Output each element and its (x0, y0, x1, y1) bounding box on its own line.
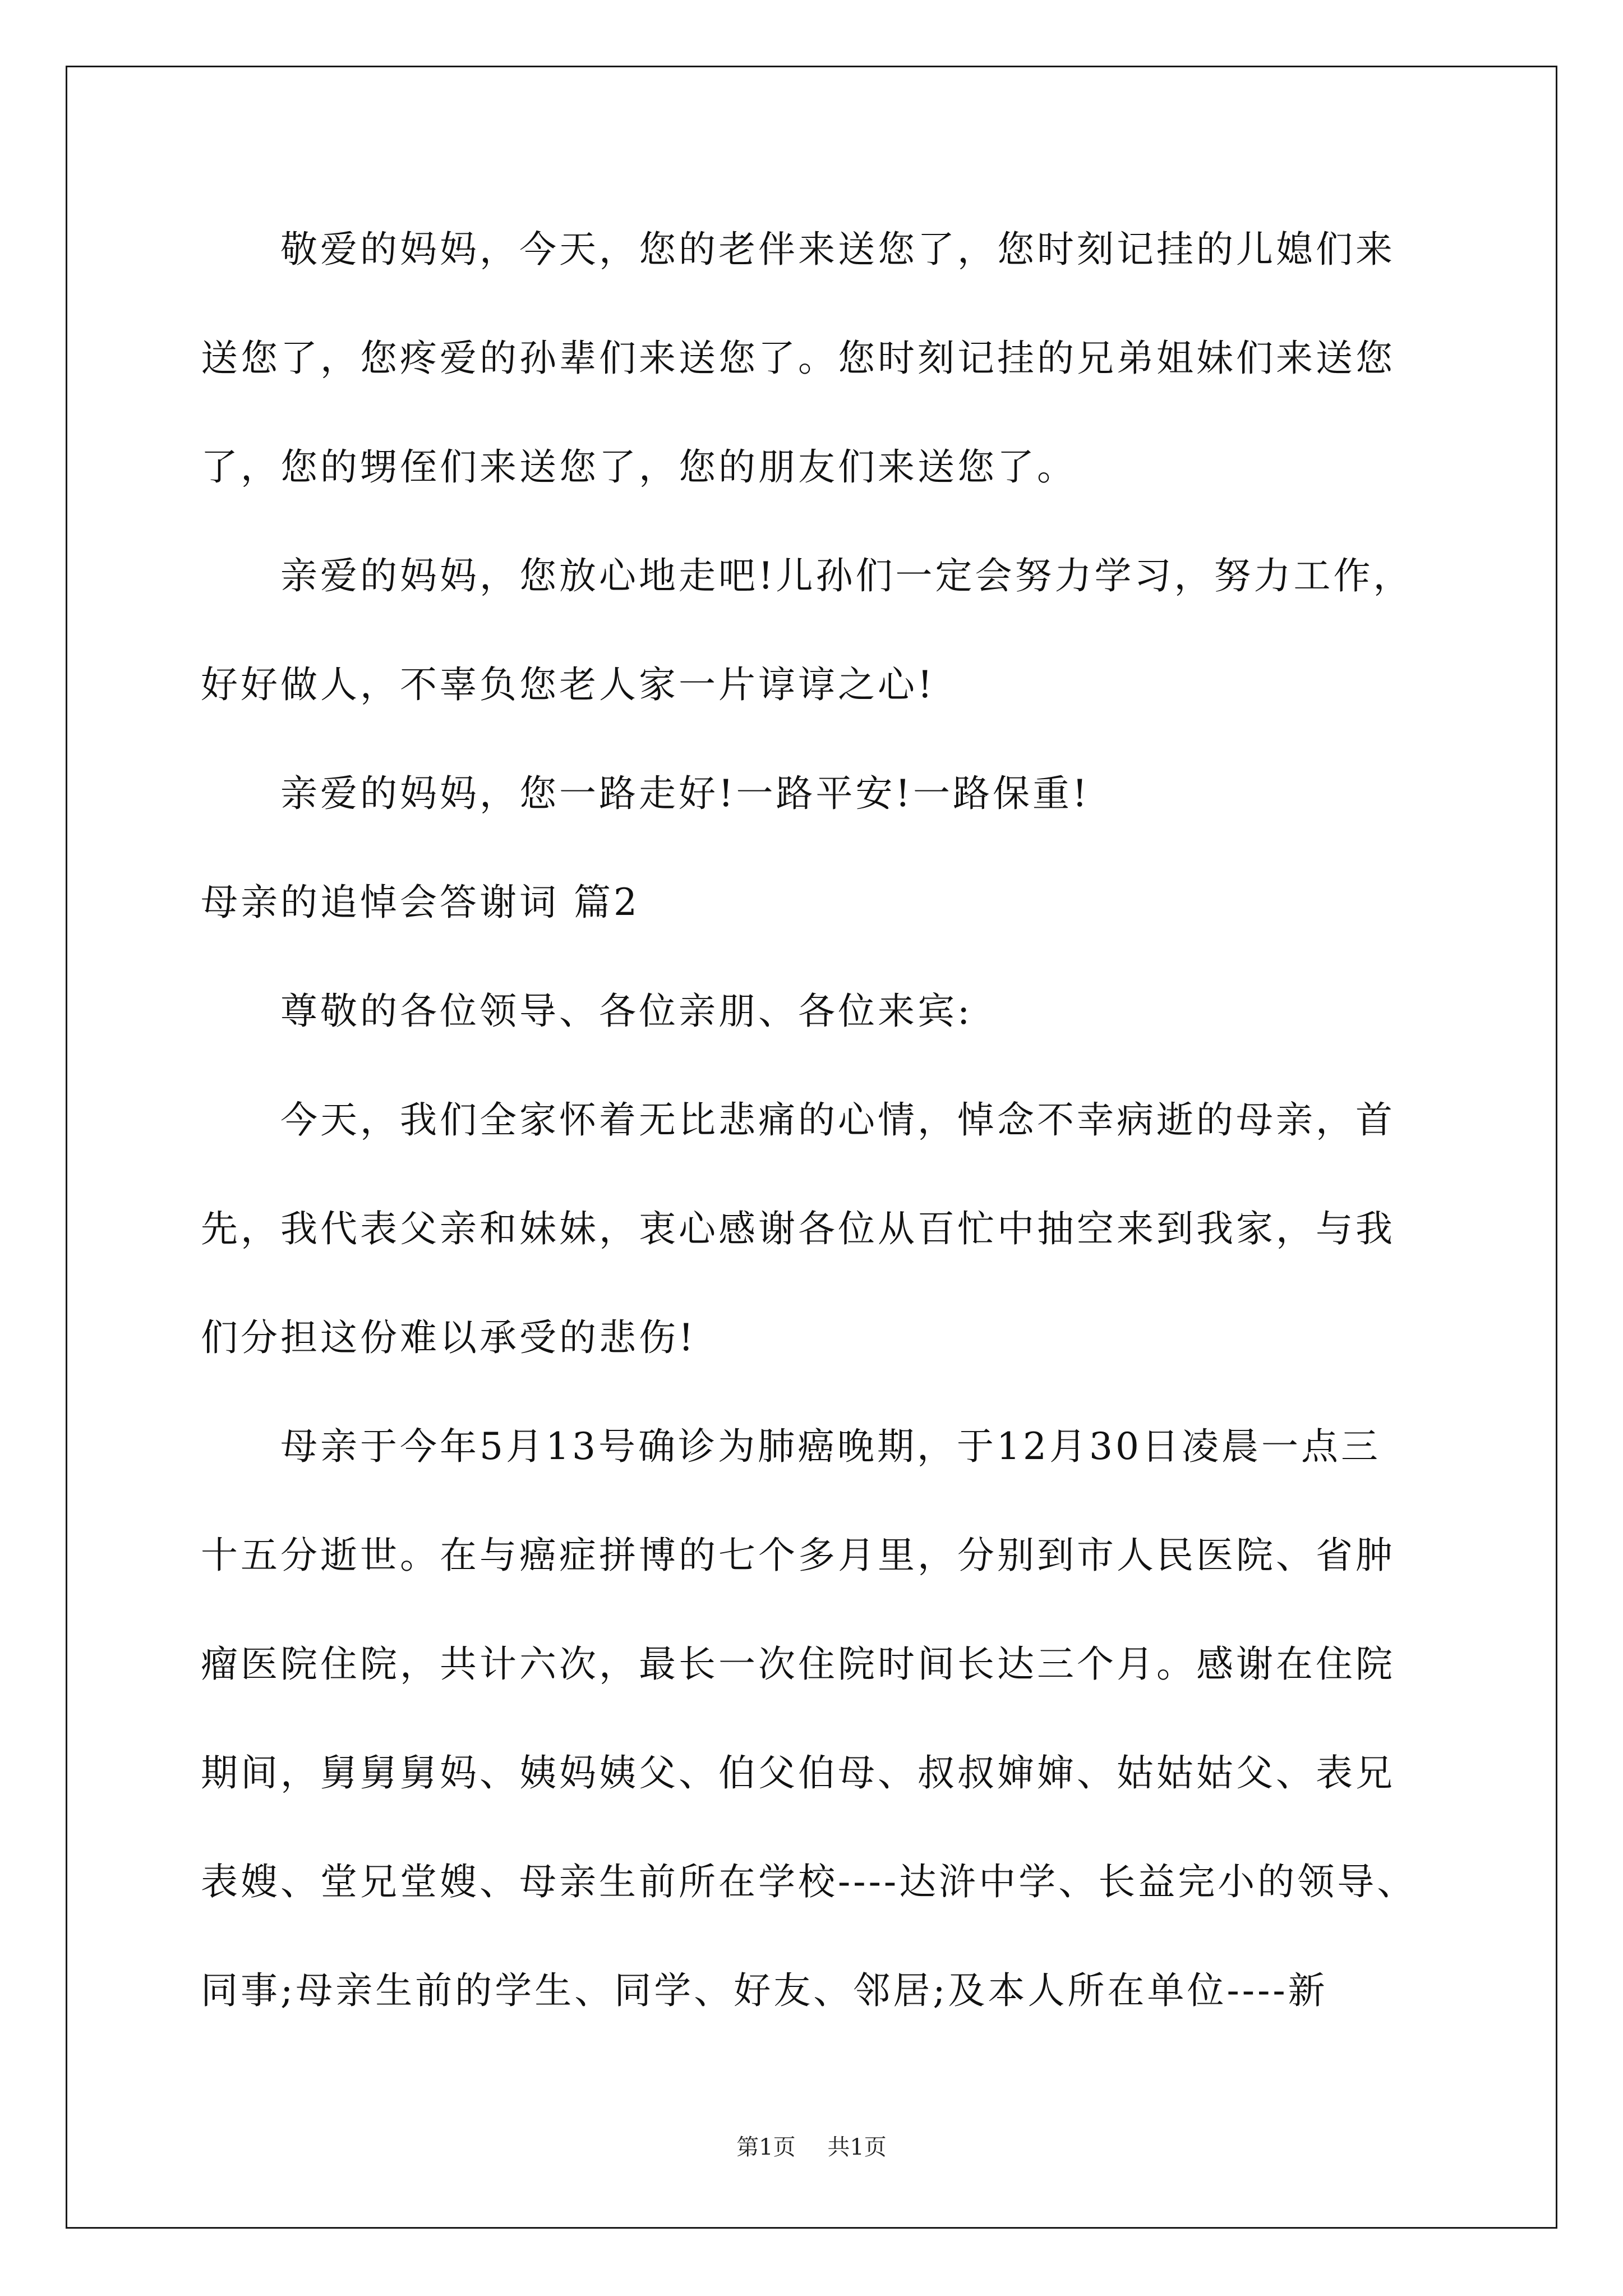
paragraph-4-line-2: 先，我代表父亲和妹妹，衷心感谢各位从百忙中抽空来到我家，与我 (201, 1207, 1395, 1250)
page-footer (0, 2129, 1623, 2161)
paragraph-2-line-2: 好好做人，不辜负您老人家一片谆谆之心! (201, 663, 935, 706)
paragraph-1 (201, 195, 1435, 522)
paragraph-3-line-1: 亲爱的妈妈，您一路走好!一路平安!一路保重! (280, 772, 1090, 815)
salutation-line-1: 尊敬的各位领导、各位亲朋、各位来宾: (280, 990, 973, 1033)
paragraph-5-line-1: 母亲于今年5月13号确诊为肺癌晚期，于12月30日凌晨一点三 (280, 1425, 1381, 1468)
paragraph-5-line-3: 瘤医院住院，共计六次，最长一次住院时间长达三个月。感谢在住院 (201, 1642, 1395, 1686)
page-number-current: 第1页 (736, 2134, 796, 2160)
section-heading-text: 母亲的追悼会答谢词 篇2 (201, 881, 640, 924)
paragraph-2 (201, 522, 1435, 739)
paragraph-5-line-5: 表嫂、堂兄堂嫂、母亲生前所在学校----达浒中学、长益完小的领导、 (201, 1860, 1417, 1903)
paragraph-4-line-1: 今天，我们全家怀着无比悲痛的心情，悼念不幸病逝的母亲，首 (280, 1098, 1395, 1142)
paragraph-4 (201, 1066, 1435, 1392)
paragraph-5-line-4: 期间，舅舅舅妈、姨妈姨父、伯父伯母、叔叔婶婶、姑姑姑父、表兄 (201, 1751, 1395, 1795)
paragraph-5 (201, 1392, 1435, 2045)
paragraph-1-line-2: 送您了，您疼爱的孙辈们来送您了。您时刻记挂的兄弟姐妹们来送您 (201, 337, 1395, 380)
page-number-total: 共1页 (827, 2134, 887, 2160)
paragraph-1-line-3: 了，您的甥侄们来送您了，您的朋友们来送您了。 (201, 445, 1077, 489)
paragraph-1-line-1: 敬爱的妈妈，今天，您的老伴来送您了，您时刻记挂的儿媳们来 (280, 228, 1395, 271)
paragraph-5-line-6: 同事;母亲生前的学生、同学、好友、邻居;及本人所在单位----新 (201, 1969, 1328, 2012)
section-heading (201, 848, 1435, 957)
paragraph-2-line-1: 亲爱的妈妈，您放心地走吧!儿孙们一定会努力学习，努力工作， (280, 554, 1413, 597)
paragraph-salutation (201, 957, 1435, 1066)
document-body (201, 195, 1435, 2045)
paragraph-4-line-3: 们分担这份难以承受的悲伤! (201, 1316, 697, 1359)
paragraph-5-line-2: 十五分逝世。在与癌症拼博的七个多月里，分别到市人民医院、省肿 (201, 1534, 1395, 1577)
paragraph-3 (201, 739, 1435, 848)
